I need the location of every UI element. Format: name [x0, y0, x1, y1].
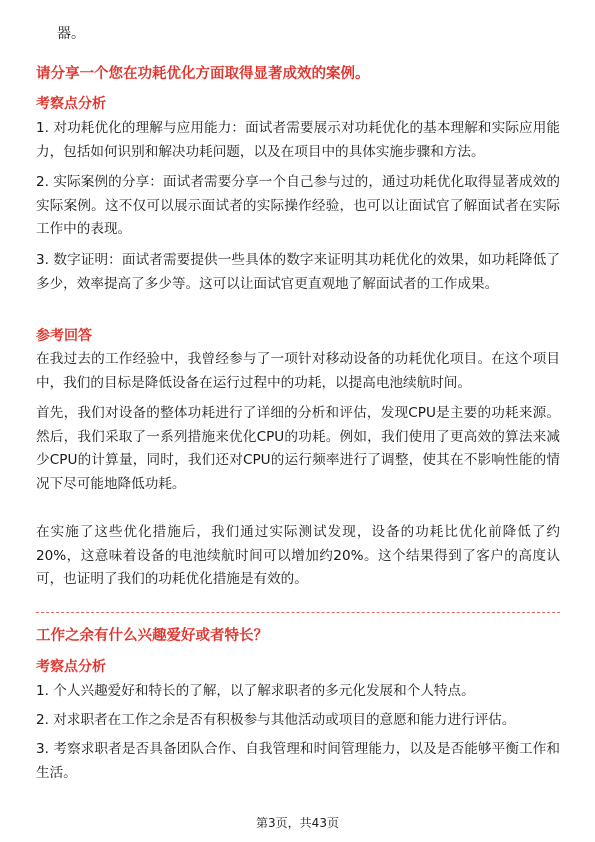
analysis-point: 3. 数字证明：面试者需要提供一些具体的数字来证明其功耗优化的效果，如功耗降低了多少，效率提高了多少等。这可以让面试官更直观地了解面试者的工作成果。: [36, 252, 560, 292]
answer-paragraph: 在我过去的工作经验中，我曾经参与了一项针对移动设备的功耗优化项目。在这个项目中，我们的目标是降低设备在运行过程中的功耗，以提高电池续航时间。: [36, 351, 560, 391]
analysis-point: 3. 考察求职者是否具备团队合作、自我管理和时间管理能力，以及是否能够平衡工作和生活。: [36, 741, 560, 781]
analysis-heading-1: 考察点分析: [36, 96, 106, 112]
analysis-heading-2: 考察点分析: [36, 659, 106, 675]
question-1: 请分享一个您在功耗优化方面取得显著成效的案例。: [36, 66, 370, 82]
section-divider: [36, 612, 560, 613]
analysis-point: 1. 个人兴趣爱好和特长的了解，以了解求职者的多元化发展和个人特点。: [36, 683, 475, 699]
analysis-point: 1. 对功耗优化的理解与应用能力：面试者需要展示对功耗优化的基本理解和实际应用能力，包括如何识别和解决功耗问题，以及在项目中的具体实施步骤和方法。: [36, 120, 560, 160]
page-number-footer: 第3页，共43页: [256, 816, 339, 830]
analysis-point: 2. 对求职者在工作之余是否有积极参与其他活动或项目的意愿和能力进行评估。: [36, 712, 516, 728]
answer-paragraph: 首先，我们对设备的整体功耗进行了详细的分析和评估，发现CPU是主要的功耗来源。然后，我们采取了一系列措施来优化CPU的功耗。例如，我们使用了更高效的算法来减少CPU的计算量，同时，我们还对CPU的运行频率进行了调整，使其在不影响性能的情况下尽可能地降低功耗。: [36, 405, 560, 492]
analysis-point: 2. 实际案例的分享：面试者需要分享一个自己参与过的，通过功耗优化取得显著成效的实际案例。这不仅可以展示面试者的实际操作经验，也可以让面试官了解面试者在实际工作中的表现。: [36, 174, 560, 237]
carried-over-text: 器。: [57, 26, 85, 42]
answer-paragraph: 在实施了这些优化措施后，我们通过实际测试发现，设备的功耗比优化前降低了约20%，这意味着设备的电池续航时间可以增加约20%。这个结果得到了客户的高度认可，也证明了我们的功耗优化措施是有效的。: [36, 524, 560, 587]
question-2: 工作之余有什么兴趣爱好或者特长？: [36, 628, 268, 644]
answer-heading: 参考回答: [36, 328, 92, 344]
